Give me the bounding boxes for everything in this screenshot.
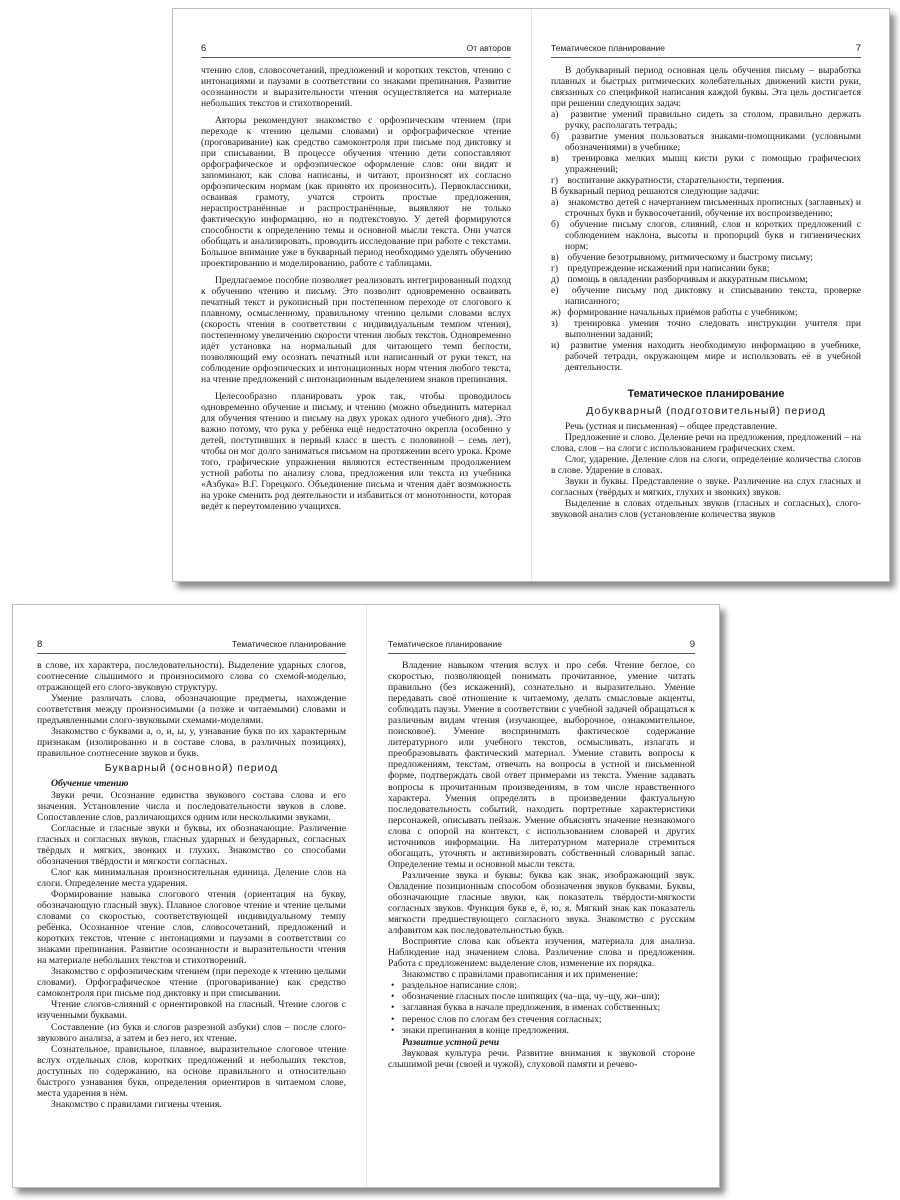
paragraph: Слог, ударение. Деление слов на слоги, определение количества слогов в слове. Ударение в словах. (551, 454, 861, 476)
italic-heading: Обучение чтению (51, 778, 129, 790)
list-item-text: обучение письму под диктовку и списыванию текста, проверке написанного; (565, 285, 861, 307)
paragraph: Выделение в словах отдельных звуков (гласных и согласных), слого-звуковой анализ слов (установление количества звуков (551, 498, 861, 520)
list-item-text: предупреждение искажений при написании букв; (567, 263, 770, 274)
paragraph: Звуки речи. Осознание единства звукового состава слова и его значения. Установление числа и последовательности звуков в слове. Сопоставление слов, различающихся одним или несколькими звуками. (37, 789, 346, 823)
paragraph: чтению слов, словосочетаний, предложений и коротких текстов, чтению с интонациями и паузами в соответствии со знаками препинания. Развитие осознанности и выразительности чтения осуществляется на материале небольших текстов и стихотворений. (201, 65, 511, 109)
list-item: и) развитие умения находить необходимую информацию в учебнике, рабочей тетради, окружающем мире и использовать её в учебной деятельности. (551, 340, 861, 373)
paragraph: Предлагаемое пособие позволяет реализовать интегрированный подход к обучению чтению и письму. Это позволит одновременно осваивать печатный текст и рукописный при постепенном переходе от слогового к плавному, осмысленному, правильному чтению целыми словами вслух (скорость чтения в соответствии с индивидуальным темпом чтения), постепенному увеличению скорости чтения любых текстов. Одновременно идёт установка на нормальный для читающего темп беглости, позволяющий ему осознать печатный или написанный от руки текст, на соблюдение орфоэпических и интонационных норм чтения любого текста, на чтение предложений с интонационным выделением знаков препинания. (201, 275, 511, 385)
running-head (551, 43, 861, 54)
paragraph: Знакомство с орфоэпическим чтением (при переходе к чтению целыми словами). Орфографическое чтение (проговаривание) как средство самоконтроля при письме под диктовку и при списывании. (37, 966, 346, 1000)
header-rule (201, 57, 511, 58)
list-item-text: развитие умения пользоваться знаками-помощниками (условными обозначениями) в учебнике; (565, 131, 861, 153)
bullet-item: • заглавная буква в начале предложения, в именах собственных; (388, 1002, 695, 1013)
paragraph: Восприятие слова как объекта изучения, материала для анализа. Наблюдение над значением слова. Различение слова и предложения. Работа с предложением: выделение слов, изменение их порядка. (388, 936, 695, 970)
running-head-title: Тематическое планирование (231, 639, 346, 649)
list-item-text: тренировка мелких мышц кисти руки с помощью графических упражнений; (565, 153, 861, 175)
bullet-item: • знаки препинания в конце предложения. (388, 1025, 695, 1036)
paragraph: Умение различать слова, обозначающие предметы, нахождение соответствия между произносимыми (а позже и читаемыми) словами и предъявленными слого-звуковыми схемами-моделями. (37, 693, 346, 727)
paragraph: В букварный период решаются следующие задачи: (551, 186, 760, 197)
running-head (388, 639, 695, 650)
paragraph: Предложение и слово. Деление речи на предложения, предложений – на слова, слов – на слоги с использованием графических схем. (551, 432, 861, 454)
bullet-item: • обозначение гласных после шипящих (ча–ща, чу–щу, жи–ши); (388, 991, 695, 1002)
running-head-title: От авторов (466, 43, 511, 53)
running-head (201, 43, 511, 54)
list-item-text: помощь в овладении разборчивым и аккуратным письмом; (567, 274, 808, 285)
section-heading: Тематическое планирование (627, 388, 785, 400)
list-item: б) развитие умения пользоваться знаками-помощниками (условными обозначениями) в учебнике; (551, 131, 861, 153)
list-item: в) обучение безотрывному, ритмическому и быстрому письму; (551, 252, 813, 263)
list-item: б) обучение письму слогов, слияний, слов и коротких предложений с соблюдением наклона, высоты и пропорций букв и гигиенических норм; (551, 219, 861, 252)
paragraph: Слог как минимальная произносительная единица. Деление слов на слоги. Определение места ударения. (37, 866, 346, 889)
paragraph: Знакомство с правилами гигиены чтения. (51, 1098, 222, 1110)
list-item: ж) формирование начальных приёмов работы с учебником; (551, 307, 798, 318)
list-item-text: обучение письму слогов, слияний, слов и коротких предложений с соблюдением наклона, высоты и пропорций букв и гигиенических норм; (565, 219, 861, 252)
bullet-item: • раздельное написание слов; (388, 980, 695, 991)
body-text (551, 65, 861, 520)
paragraph: Сознательное, правильное, плавное, выразительное слоговое чтение вслух отдельных слов, коротких предложений и небольших текстов, доступных по содержанию, на основе правильного и относительно быстрого узнавания букв, определения ориентиров в читаемом слове, места ударения в нём. (37, 1043, 346, 1099)
list-item-text: тренировка умения точно следовать инструкции учителя при выполнении заданий; (565, 318, 861, 340)
list-item: д) помощь в овладении разборчивым и аккуратным письмом; (551, 274, 808, 285)
body-text (201, 65, 511, 512)
page-9 (366, 605, 719, 1187)
list-item: в) тренировка мелких мышц кисти руки с помощью графических упражнений; (551, 153, 861, 175)
paragraph: Звуковая культура речи. Развитие внимания к звуковой стороне слышимой речи (своей и чужой), слуховой памяти и речево- (388, 1047, 695, 1070)
list-item-text: воспитание аккуратности, старательности, терпения. (567, 175, 785, 186)
list-item-text: развитие умений правильно сидеть за столом, правильно держать ручку, располагать тетрадь; (565, 109, 861, 131)
list-item-text: обучение безотрывному, ритмическому и быстрому письму; (567, 252, 813, 263)
subsection-heading: Букварный (основной) период (104, 762, 279, 775)
paragraph: Согласные и гласные звуки и буквы, их обозначающие. Различение гласных и согласных звуков, гласных ударных и безударных, согласных твёрдых и мягких, звонких и глухих. Знакомство со способами обозначения твёрдости и мягкости согласных. (37, 822, 346, 867)
paragraph: Чтение слогов-слияний с ориентировкой на гласный. Чтение слогов с изученными буквами. (37, 999, 346, 1022)
paragraph: Целесообразно планировать урок так, чтобы проводилось одновременно обучение и письму, и чтению (можно объединить материал для обучения чтению и письму на двух уроках одного учебного дня). Это важно потому, что рука у ребёнка ещё недостаточно окрепла (особенно у детей, поступивших в первый класс в шесть с половиной – семь лет), чтобы он мог долго заниматься письмом на протяжении всего урока. Кроме того, графические упражнения являются естественным продолжением устной работы по анализу слова, предложения или текста из учебника «Азбука» В.Г. Горецкого. Объединение письма и чтения даёт возможность на уроке сменить род деятельности и избавиться от монотонности, которая ведёт к переутомлению учащихся. (201, 391, 511, 512)
paragraph: Звуки и буквы. Представление о звуке. Различение на слух гласных и согласных (твёрдых и мягких, глухих и звонких) звуков. (551, 476, 861, 498)
top-book-spread (172, 8, 890, 582)
list-item: а) развитие умений правильно сидеть за столом, правильно держать ручку, располагать тетрадь; (551, 109, 861, 131)
list-item-text: формирование начальных приёмов работы с учебником; (567, 307, 798, 318)
paragraph: Владение навыком чтения вслух и про себя. Чтение беглое, со скоростью, позволяющей понимать прочитанное, умение читать правильно (без искажений), сознательно и выразительно. Умение передавать своё отношение к читаемому, делать смысловые акценты, соблюдать паузы. Умение в соответствии с учебной задачей обращаться к различным видам чтения (изучающее, выборочное, ознакомительное, поисковое). Умение воспринимать фактическое содержание литературного или учебного текстов, осмысливать, излагать и преобразовывать фактический материал. Умение ставить вопросы к предложениям, текстам, отвечать на вопросы в устной и письменной форме, подтверждать свой ответ примерами из текста. Умение задавать вопросы к прочитанным произведениям, в том числе нравственного характера. Умения определять в произведении фактуальную последовательность событий, находить портретные характеристики персонажей, описывать пейзаж. Умение объяснять значение незнакомого слова с опорой на контекст, с использованием словарей и других источников информации. На литературном материале стремиться обогащать, уточнять и активизировать собственный словарный запас. Определение темы и основной мысли текста. (388, 660, 695, 870)
list-item-text: развитие умения находить необходимую информацию в учебнике, рабочей тетради, окружающем мире и использовать её в учебной деятельности. (565, 340, 861, 373)
header-rule (388, 653, 695, 654)
running-head-title: Тематическое планирование (551, 43, 666, 53)
header-rule (37, 653, 346, 654)
paragraph: Составление (из букв и слогов разрезной азбуки) слов – после слого-звукового анализа, а затем и без него, их чтение. (37, 1021, 346, 1044)
page-6 (173, 9, 531, 581)
page-number: 6 (201, 43, 207, 54)
running-head-title: Тематическое планирование (388, 639, 503, 649)
paragraph: Формирование навыка слогового чтения (ориентация на букву, обозначающую гласный звук). Плавное слоговое чтение и чтение целыми словами со скоростью, соответствующей индивидуальному темпу ребёнка. Осознанное чтение слов, словосочетаний, предложений и коротких текстов, чтение с интонациями и паузами в соответствии со знаками препинания. Развитие осознанности и выразительности чтения на материале небольших текстов и стихотворений. (37, 888, 346, 967)
paragraph: Авторы рекомендуют знакомство с орфоэпическим чтением (при переходе к чтению целыми словами) и орфографическое чтение (проговаривание) как средство самоконтроля при письме под диктовку и при списывании. В процессе обучения чтению дети сопоставляют орфографическое и орфоэпическое оформление слов: они видят и запоминают, как слова написаны, и читают, произносят их согласно орфоэпическим нормам (как принято их произносить). Первоклассники, осваивая грамоту, учатся строить простые предложения, нераспространённые и распространённые, выявляют не только фактическую информацию, но и подтекстовую. У детей формируются способности к определению темы и основной мысли текста. Они учатся обобщать и анализировать, проводить исследование при работе с текстами. Большое внимание уже в букварный период необходимо уделять обучению проектированию и моделированию, работе с таблицами. (201, 115, 511, 269)
page-8 (13, 605, 366, 1187)
subsection-heading: Добукварный (подготовительный) период (586, 405, 826, 417)
paragraph: Речь (устная и письменная) – общее представление. (565, 421, 778, 432)
list-item: а) знакомство детей с начертанием письменных прописных (заглавных) и строчных букв и буквосочетаний, обучение их воспроизведению; (551, 197, 861, 219)
paragraph: в слове, их характера, последовательности). Выделение ударных слогов, соотнесение слышимого и произносимого слова со схемой-моделью, отражающей его слого-звуковую структуру. (37, 660, 346, 694)
list-item: г) предупреждение искажений при написании букв; (551, 263, 770, 274)
list-item: г) воспитание аккуратности, старательности, терпения. (551, 175, 785, 186)
italic-heading: Развитие устной речи (402, 1036, 500, 1048)
list-item-text: знакомство детей с начертанием письменных прописных (заглавных) и строчных букв и буквосочетаний, обучение их воспроизведению; (565, 197, 861, 219)
page-number: 7 (855, 43, 861, 54)
page-number: 8 (37, 639, 43, 650)
running-head (37, 639, 346, 650)
page-number: 9 (689, 639, 695, 650)
bullet-item: • перенос слов по слогам без стечения согласных; (388, 1014, 695, 1025)
paragraph: Знакомство с правилами правописания и их применение: (402, 969, 638, 981)
list-item: е) обучение письму под диктовку и списыванию текста, проверке написанного; (551, 285, 861, 307)
bottom-book-spread (12, 604, 720, 1188)
list-item: з) тренировка умения точно следовать инструкции учителя при выполнении заданий; (551, 318, 861, 340)
paragraph: Знакомство с буквами а, о, и, ы, у, узнавание букв по их характерным признакам (изолированно и в составе слова, в различных позициях), правильное соотнесение звуков и букв. (37, 726, 346, 760)
body-text (388, 660, 695, 1070)
paragraph: Различение звука и буквы: буква как знак, изображающий звук. Овладение позиционным способом обозначения звуков буквами. Буквы, обозначающие гласные звуки, как показатель твёрдости-мягкости согласных звуков. Функция букв е, ё, ю, я. Мягкий знак как показатель мягкости предшествующего согласного звука. Знакомство с русским алфавитом как последовательностью букв. (388, 869, 695, 937)
header-rule (551, 57, 861, 58)
body-text (37, 660, 346, 1110)
page-7 (531, 9, 889, 581)
paragraph: В добукварный период основная цель обучения письму – выработка плавных и быстрых ритмических колебательных движений кисти руки, связанных со спецификой написания каждой буквы. Эта цель достигается при решении следующих задач: (551, 65, 861, 109)
